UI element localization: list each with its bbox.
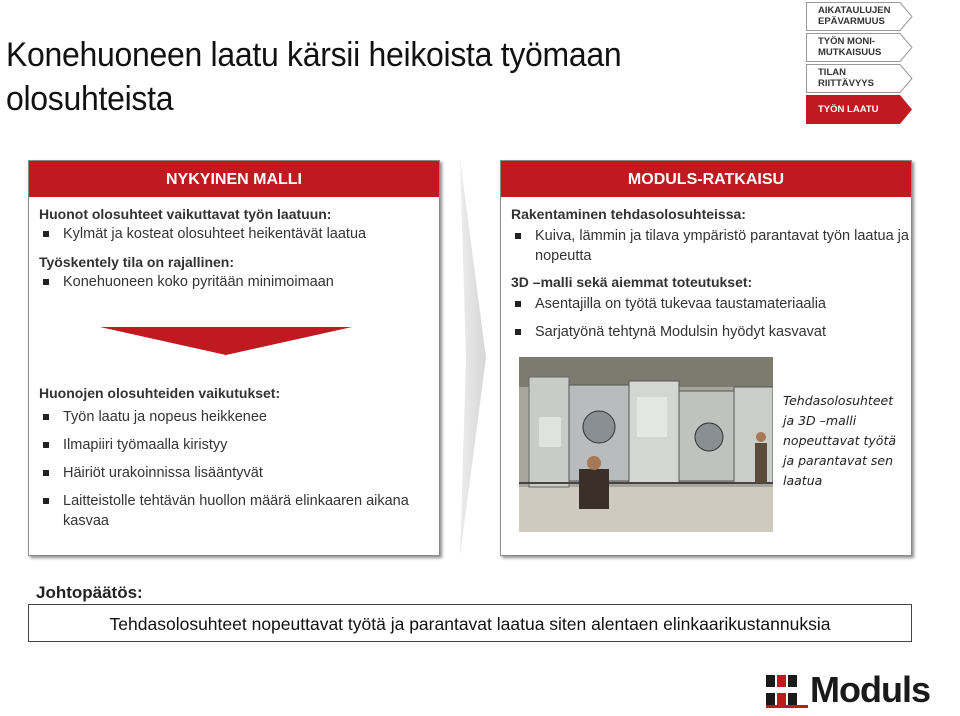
current-model-content [39, 204, 439, 292]
effects-list [39, 407, 435, 531]
page-title: Konehuoneen laatu kärsii heikoista työmaan olosuhteista [6, 35, 622, 118]
list-item: Ilmapiiri työmaalla kiristyy [39, 435, 435, 455]
list-item: Kuiva, lämmin ja tilava ympäristö parantavat työn laatua ja nopeutta [511, 226, 931, 266]
effects-heading: Huonojen olosuhteiden vaikutukset: [39, 385, 281, 401]
list-item: Asentajilla on työtä tukevaa taustamateriaalia [511, 294, 931, 314]
factory-heading: Rakentaminen tehdasolosuhteissa: [511, 206, 746, 222]
conclusion-label: Johtopäätös: [36, 583, 143, 602]
factory-list [511, 226, 931, 266]
nav-label: TILAN RIITTÄVYYS [818, 67, 874, 89]
factory-illustration [519, 357, 773, 532]
nav-item-tyon-laatu[interactable] [806, 95, 916, 124]
current-model-header: NYKYINEN MALLI [29, 161, 439, 197]
conclusion-text: Tehdasolosuhteet nopeuttavat työtä ja parantavat laatua siten alentaen elinkaarikustannuksia [28, 604, 912, 642]
list-item: Sarjatyönä tehtynä Modulsin hyödyt kasvavat [511, 322, 931, 342]
factory-photo-section [501, 349, 911, 555]
nav-label: AIKATAULUJEN EPÄVARMUUS [818, 5, 891, 27]
list-item: Häiriöt urakoinnissa lisääntyvät [39, 463, 435, 483]
conditions-heading: Huonot olosuhteet vaikuttavat työn laatuun: [39, 206, 332, 222]
current-model-panel [28, 160, 440, 556]
list-item: Työn laatu ja nopeus heikkenee [39, 407, 435, 427]
photo-caption: Tehdasolosuhteet ja 3D –malli nopeuttavat työtä ja parantavat sen laatua [783, 393, 897, 488]
nav-label: TYÖN MONI-MUTKAISUUS [818, 36, 882, 58]
nav-label: TYÖN LAATU [818, 104, 879, 115]
nav-item-aikataulujen-epavarmuus[interactable] [806, 2, 916, 31]
chevron-separator-icon [456, 158, 490, 558]
logo-text: Moduls [810, 669, 930, 710]
effects-section [39, 383, 435, 531]
list-item: Konehuoneen koko pyritään minimoimaan [39, 272, 439, 292]
nav-item-tilan-riittavyys[interactable] [806, 64, 916, 93]
section-nav [806, 2, 916, 126]
model-list [511, 294, 931, 342]
down-arrow-icon [100, 327, 352, 357]
moduls-solution-header: MODULS-RATKAISU [501, 161, 911, 197]
list-item: Laitteistolle tehtävän huollon määrä elinkaaren aikana kasvaa [39, 491, 435, 531]
factory-photo [519, 357, 773, 532]
logo-mark-icon [766, 671, 808, 711]
moduls-logo [766, 671, 958, 711]
nav-item-tyon-monimutkaisuus[interactable] [806, 33, 916, 62]
space-list [39, 272, 439, 292]
moduls-solution-panel [500, 160, 912, 556]
moduls-solution-content [511, 204, 931, 342]
model-heading: 3D –malli sekä aiemmat toteutukset: [511, 274, 753, 290]
conditions-list [39, 224, 439, 244]
list-item: Kylmät ja kosteat olosuhteet heikentävät laatua [39, 224, 439, 244]
space-heading: Työskentely tila on rajallinen: [39, 254, 235, 270]
